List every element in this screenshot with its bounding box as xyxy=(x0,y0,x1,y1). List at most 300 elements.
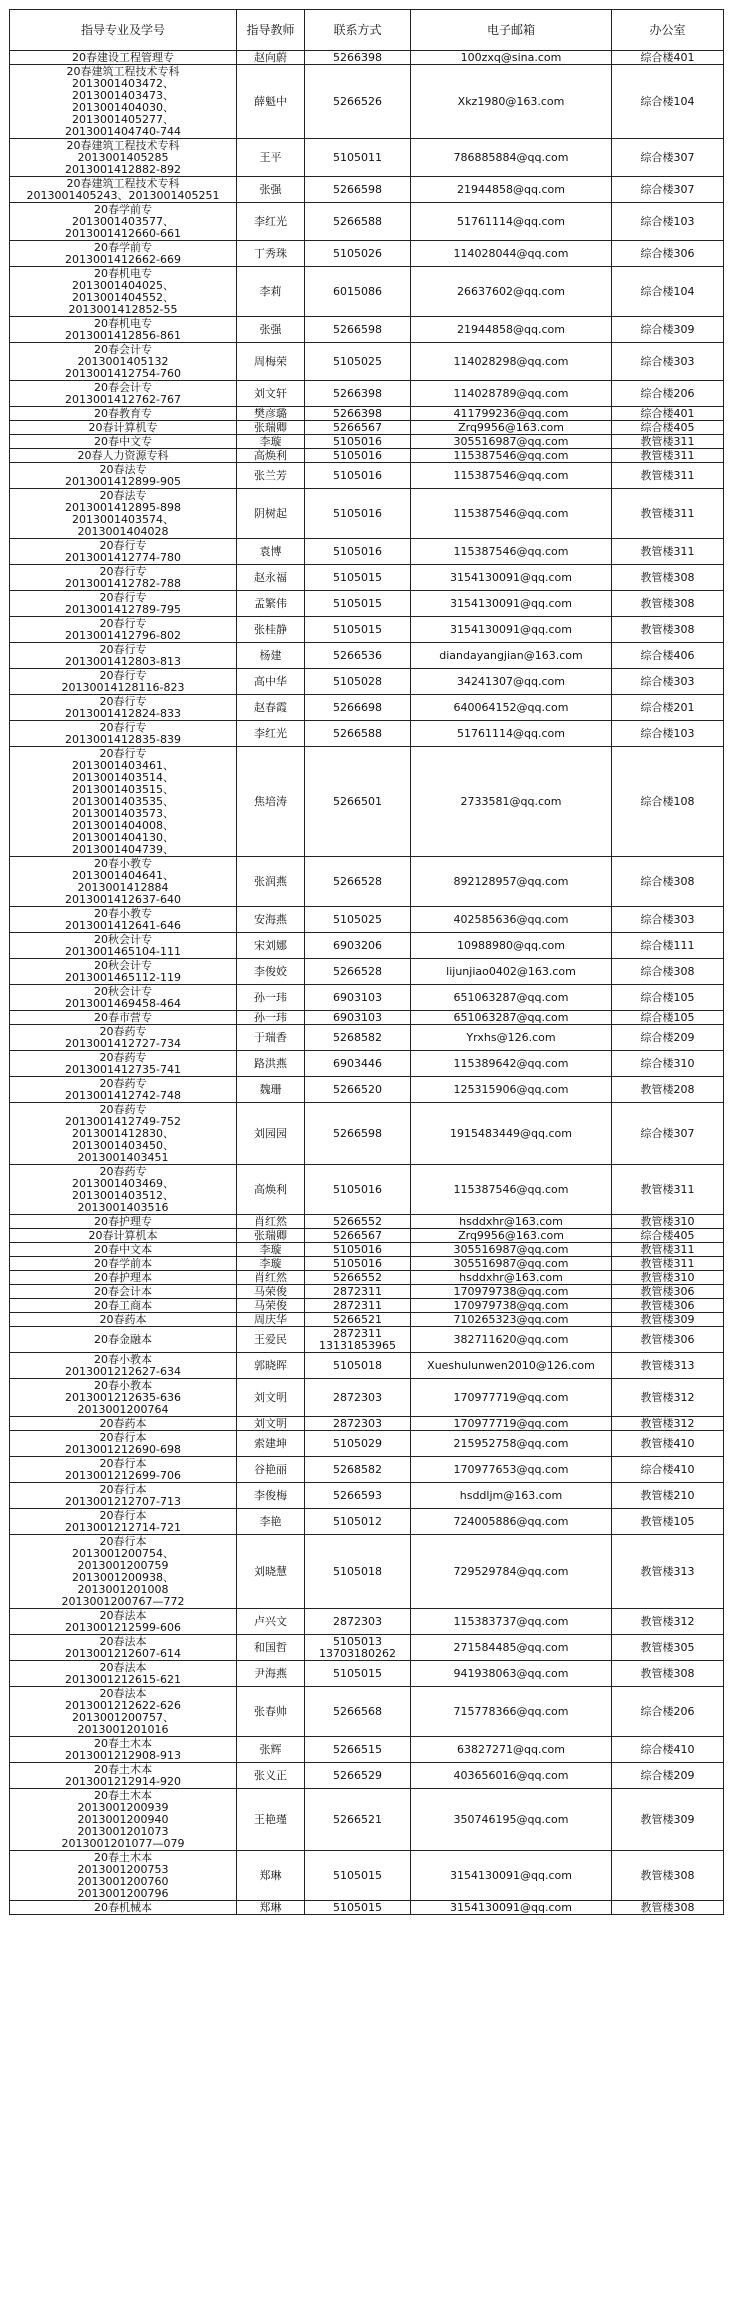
email-cell[interactable]: hsddxhr@163.com xyxy=(411,1271,612,1285)
table-row xyxy=(10,591,724,617)
office-cell: 教管楼210 xyxy=(612,1483,724,1509)
email-cell[interactable]: 125315906@qq.com xyxy=(411,1077,612,1103)
major-id-cell: 20春计算机本 xyxy=(10,1229,237,1243)
phone-cell: 5266598 xyxy=(305,317,411,343)
major-id-cell: 20春土木本 2013001200939 2013001200940 2013001201073 2013001201077—079 xyxy=(10,1789,237,1851)
office-cell: 综合楼103 xyxy=(612,721,724,747)
phone-cell: 6015086 xyxy=(305,267,411,317)
teacher-cell: 高焕利 xyxy=(237,1165,305,1215)
email-cell[interactable]: 651063287@qq.com xyxy=(411,985,612,1011)
office-cell: 综合楼108 xyxy=(612,747,724,857)
email-cell[interactable]: 350746195@qq.com xyxy=(411,1789,612,1851)
email-cell[interactable]: lijunjiao0402@163.com xyxy=(411,959,612,985)
email-cell[interactable]: 170979738@qq.com xyxy=(411,1285,612,1299)
teacher-cell: 丁秀珠 xyxy=(237,241,305,267)
major-id-cell: 20春建设工程管理专 xyxy=(10,51,237,65)
email-cell[interactable]: 786885884@qq.com xyxy=(411,139,612,177)
teacher-cell: 张桂静 xyxy=(237,617,305,643)
office-cell: 综合楼206 xyxy=(612,1687,724,1737)
major-id-cell: 20春人力资源专科 xyxy=(10,449,237,463)
office-cell: 教管楼311 xyxy=(612,1243,724,1257)
table-row xyxy=(10,1457,724,1483)
table-row xyxy=(10,1025,724,1051)
major-id-cell: 20春机械本 xyxy=(10,1901,237,1915)
major-id-cell: 20春建筑工程技术专科 2013001403472、 2013001403473、 2013001404030、 2013001405277、 2013001404740-744 xyxy=(10,65,237,139)
phone-cell: 5266521 xyxy=(305,1313,411,1327)
major-id-cell: 20春建筑工程技术专科 2013001405243、2013001405251 xyxy=(10,177,237,203)
major-id-cell: 20春机电专 2013001412856-861 xyxy=(10,317,237,343)
teacher-cell: 王平 xyxy=(237,139,305,177)
phone-cell: 5105015 xyxy=(305,565,411,591)
table-row xyxy=(10,449,724,463)
phone-cell: 2872303 xyxy=(305,1379,411,1417)
phone-cell: 5105016 xyxy=(305,489,411,539)
table-row xyxy=(10,617,724,643)
major-id-cell: 20春市营专 xyxy=(10,1011,237,1025)
email-cell[interactable]: 305516987@qq.com xyxy=(411,435,612,449)
table-row xyxy=(10,959,724,985)
office-cell: 教管楼410 xyxy=(612,1431,724,1457)
email-cell[interactable]: 26637602@qq.com xyxy=(411,267,612,317)
teacher-cell: 张瑞卿 xyxy=(237,421,305,435)
office-cell: 教管楼308 xyxy=(612,1661,724,1687)
teacher-cell: 张辉 xyxy=(237,1737,305,1763)
email-cell[interactable]: 3154130091@qq.com xyxy=(411,565,612,591)
office-cell: 教管楼310 xyxy=(612,1215,724,1229)
table-row xyxy=(10,857,724,907)
major-id-cell: 20春药专 2013001412742-748 xyxy=(10,1077,237,1103)
phone-cell: 5105015 xyxy=(305,591,411,617)
major-id-cell: 20春土木本 2013001200753 2013001200760 2013001200796 xyxy=(10,1851,237,1901)
table-row xyxy=(10,139,724,177)
major-id-cell: 20春学前专 2013001403577、 2013001412660-661 xyxy=(10,203,237,241)
major-id-cell: 20春教育专 xyxy=(10,407,237,421)
major-id-cell: 20春行本 2013001212690-698 xyxy=(10,1431,237,1457)
table-row xyxy=(10,1313,724,1327)
office-cell: 教管楼305 xyxy=(612,1635,724,1661)
phone-cell: 5266588 xyxy=(305,721,411,747)
teacher-cell: 周庆华 xyxy=(237,1313,305,1327)
teacher-cell: 李俊姣 xyxy=(237,959,305,985)
major-id-cell: 20春行专 2013001412803-813 xyxy=(10,643,237,669)
table-row xyxy=(10,1431,724,1457)
table-row xyxy=(10,1165,724,1215)
phone-cell: 2872311 xyxy=(305,1299,411,1313)
office-cell: 综合楼410 xyxy=(612,1457,724,1483)
teacher-cell: 刘文轩 xyxy=(237,381,305,407)
table-row xyxy=(10,669,724,695)
email-cell[interactable]: 21944858@qq.com xyxy=(411,177,612,203)
teacher-cell: 王爱民 xyxy=(237,1327,305,1353)
email-cell[interactable]: Zrq9956@163.com xyxy=(411,421,612,435)
email-cell[interactable]: 170979738@qq.com xyxy=(411,1299,612,1313)
phone-cell: 5266398 xyxy=(305,407,411,421)
teacher-cell: 李璇 xyxy=(237,435,305,449)
office-cell: 教管楼311 xyxy=(612,1165,724,1215)
email-cell[interactable]: 3154130091@qq.com xyxy=(411,1901,612,1915)
major-id-cell: 20春小教本 2013001212627-634 xyxy=(10,1353,237,1379)
teacher-cell: 李红光 xyxy=(237,203,305,241)
table-row xyxy=(10,407,724,421)
major-id-cell: 20春药专 2013001412735-741 xyxy=(10,1051,237,1077)
teacher-cell: 阴树起 xyxy=(237,489,305,539)
office-cell: 综合楼309 xyxy=(612,317,724,343)
major-id-cell: 20春建筑工程技术专科 2013001405285 2013001412882-892 xyxy=(10,139,237,177)
email-cell[interactable]: Zrq9956@163.com xyxy=(411,1229,612,1243)
email-cell[interactable]: 305516987@qq.com xyxy=(411,1243,612,1257)
phone-cell: 5105025 xyxy=(305,907,411,933)
teacher-cell: 刘文明 xyxy=(237,1417,305,1431)
phone-cell: 5266593 xyxy=(305,1483,411,1509)
header-teacher: 指导教师 xyxy=(237,10,305,51)
phone-cell: 2872311 xyxy=(305,1285,411,1299)
email-cell[interactable]: 51761114@qq.com xyxy=(411,203,612,241)
office-cell: 教管楼309 xyxy=(612,1789,724,1851)
email-cell[interactable]: 724005886@qq.com xyxy=(411,1509,612,1535)
phone-cell: 5266536 xyxy=(305,643,411,669)
email-cell[interactable]: 115387546@qq.com xyxy=(411,539,612,565)
major-id-cell: 20春行专 2013001412824-833 xyxy=(10,695,237,721)
table-row xyxy=(10,1901,724,1915)
table-row xyxy=(10,381,724,407)
office-cell: 综合楼307 xyxy=(612,1103,724,1165)
teacher-cell: 袁博 xyxy=(237,539,305,565)
table-row xyxy=(10,1051,724,1077)
email-cell[interactable]: 115387546@qq.com xyxy=(411,1165,612,1215)
major-id-cell: 20春计算机专 xyxy=(10,421,237,435)
office-cell: 综合楼307 xyxy=(612,139,724,177)
major-id-cell: 20春护理专 xyxy=(10,1215,237,1229)
table-row xyxy=(10,1635,724,1661)
major-id-cell: 20秋会计专 2013001469458-464 xyxy=(10,985,237,1011)
major-id-cell: 20秋会计专 2013001465104-111 xyxy=(10,933,237,959)
office-cell: 教管楼313 xyxy=(612,1535,724,1609)
table-row xyxy=(10,1243,724,1257)
email-cell[interactable]: hsddxhr@163.com xyxy=(411,1215,612,1229)
office-cell: 教管楼311 xyxy=(612,463,724,489)
phone-cell: 5105016 xyxy=(305,449,411,463)
teacher-cell: 孙一玮 xyxy=(237,985,305,1011)
office-cell: 综合楼303 xyxy=(612,669,724,695)
email-cell[interactable]: 115387546@qq.com xyxy=(411,463,612,489)
phone-cell: 5105012 xyxy=(305,1509,411,1535)
major-id-cell: 20春行本 2013001200754、 2013001200759 2013001200938、 2013001201008 2013001200767—772 xyxy=(10,1535,237,1609)
major-id-cell: 20春行专 2013001412796-802 xyxy=(10,617,237,643)
major-id-cell: 20春法专 2013001412895-898 2013001403574、 2013001404028 xyxy=(10,489,237,539)
teacher-cell: 高中华 xyxy=(237,669,305,695)
phone-cell: 5266520 xyxy=(305,1077,411,1103)
table-row xyxy=(10,1661,724,1687)
office-cell: 教管楼311 xyxy=(612,1257,724,1271)
teacher-cell: 刘文明 xyxy=(237,1379,305,1417)
major-id-cell: 20春小教专 2013001412641-646 xyxy=(10,907,237,933)
teacher-cell: 索建坤 xyxy=(237,1431,305,1457)
email-cell[interactable]: 100zxq@sina.com xyxy=(411,51,612,65)
table-row xyxy=(10,1483,724,1509)
office-cell: 综合楼103 xyxy=(612,203,724,241)
table-row xyxy=(10,489,724,539)
major-id-cell: 20春药本 xyxy=(10,1313,237,1327)
teacher-cell: 肖红然 xyxy=(237,1271,305,1285)
email-cell[interactable]: 215952758@qq.com xyxy=(411,1431,612,1457)
teacher-cell: 焦培涛 xyxy=(237,747,305,857)
teacher-cell: 张义正 xyxy=(237,1763,305,1789)
major-id-cell: 20春小教本 2013001212635-636 2013001200764 xyxy=(10,1379,237,1417)
office-cell: 教管楼310 xyxy=(612,1271,724,1285)
office-cell: 综合楼307 xyxy=(612,177,724,203)
phone-cell: 5105016 xyxy=(305,1243,411,1257)
teacher-cell: 张强 xyxy=(237,317,305,343)
table-row xyxy=(10,1535,724,1609)
phone-cell: 5105013 13703180262 xyxy=(305,1635,411,1661)
teacher-cell: 谷艳丽 xyxy=(237,1457,305,1483)
teacher-cell: 张瑞卿 xyxy=(237,1229,305,1243)
table-row xyxy=(10,1609,724,1635)
teacher-cell: 张兰芳 xyxy=(237,463,305,489)
email-cell[interactable]: 715778366@qq.com xyxy=(411,1687,612,1737)
office-cell: 综合楼209 xyxy=(612,1025,724,1051)
office-cell: 教管楼308 xyxy=(612,617,724,643)
teacher-cell: 和国哲 xyxy=(237,1635,305,1661)
office-cell: 教管楼311 xyxy=(612,489,724,539)
table-row xyxy=(10,463,724,489)
office-cell: 综合楼410 xyxy=(612,1737,724,1763)
major-id-cell: 20春行专 20130014128116-823 xyxy=(10,669,237,695)
major-id-cell: 20春药专 2013001412749-752 2013001412830、 2013001403450、 2013001403451 xyxy=(10,1103,237,1165)
phone-cell: 5266398 xyxy=(305,51,411,65)
table-row xyxy=(10,241,724,267)
office-cell: 教管楼312 xyxy=(612,1609,724,1635)
office-cell: 综合楼308 xyxy=(612,857,724,907)
phone-cell: 5105015 xyxy=(305,617,411,643)
teacher-cell: 路洪燕 xyxy=(237,1051,305,1077)
office-cell: 教管楼308 xyxy=(612,1901,724,1915)
major-id-cell: 20春行专 2013001412782-788 xyxy=(10,565,237,591)
table-row xyxy=(10,1737,724,1763)
phone-cell: 5266567 xyxy=(305,1229,411,1243)
table-row xyxy=(10,1229,724,1243)
phone-cell: 5105029 xyxy=(305,1431,411,1457)
table-row xyxy=(10,51,724,65)
email-cell[interactable]: 941938063@qq.com xyxy=(411,1661,612,1687)
email-cell[interactable]: 271584485@qq.com xyxy=(411,1635,612,1661)
email-cell[interactable]: 892128957@qq.com xyxy=(411,857,612,907)
office-cell: 教管楼311 xyxy=(612,449,724,463)
major-id-cell: 20春法本 2013001212607-614 xyxy=(10,1635,237,1661)
teacher-cell: 安海燕 xyxy=(237,907,305,933)
phone-cell: 5266398 xyxy=(305,381,411,407)
table-row xyxy=(10,565,724,591)
teacher-cell: 刘晓慧 xyxy=(237,1535,305,1609)
email-cell[interactable]: 3154130091@qq.com xyxy=(411,617,612,643)
table-row xyxy=(10,1509,724,1535)
teacher-cell: 李艳 xyxy=(237,1509,305,1535)
major-id-cell: 20春会计专 2013001405132 2013001412754-760 xyxy=(10,343,237,381)
email-cell[interactable]: 3154130091@qq.com xyxy=(411,1851,612,1901)
table-row xyxy=(10,1299,724,1313)
office-cell: 综合楼405 xyxy=(612,421,724,435)
table-row xyxy=(10,1327,724,1353)
email-cell[interactable]: Xueshulunwen2010@126.com xyxy=(411,1353,612,1379)
teacher-cell: 张润燕 xyxy=(237,857,305,907)
teacher-cell: 李俊梅 xyxy=(237,1483,305,1509)
office-cell: 综合楼310 xyxy=(612,1051,724,1077)
table-row xyxy=(10,539,724,565)
teacher-cell: 周梅荣 xyxy=(237,343,305,381)
office-cell: 综合楼206 xyxy=(612,381,724,407)
major-id-cell: 20春行专 2013001412774-780 xyxy=(10,539,237,565)
email-cell[interactable]: 114028789@qq.com xyxy=(411,381,612,407)
phone-cell: 5105025 xyxy=(305,343,411,381)
email-cell[interactable]: 3154130091@qq.com xyxy=(411,591,612,617)
email-cell[interactable]: 640064152@qq.com xyxy=(411,695,612,721)
phone-cell: 6903446 xyxy=(305,1051,411,1077)
office-cell: 教管楼208 xyxy=(612,1077,724,1103)
email-cell[interactable]: 729529784@qq.com xyxy=(411,1535,612,1609)
email-cell[interactable]: 402585636@qq.com xyxy=(411,907,612,933)
email-cell[interactable]: 115383737@qq.com xyxy=(411,1609,612,1635)
teacher-cell: 王艳瑾 xyxy=(237,1789,305,1851)
email-cell[interactable]: 710265323@qq.com xyxy=(411,1313,612,1327)
office-cell: 教管楼311 xyxy=(612,539,724,565)
email-cell[interactable]: 114028044@qq.com xyxy=(411,241,612,267)
office-cell: 综合楼406 xyxy=(612,643,724,669)
major-id-cell: 20春中文本 xyxy=(10,1243,237,1257)
email-cell[interactable]: 305516987@qq.com xyxy=(411,1257,612,1271)
table-body xyxy=(10,51,724,1915)
teacher-cell: 张春帅 xyxy=(237,1687,305,1737)
phone-cell: 5266528 xyxy=(305,857,411,907)
email-cell[interactable]: 63827271@qq.com xyxy=(411,1737,612,1763)
office-cell: 教管楼312 xyxy=(612,1417,724,1431)
office-cell: 教管楼312 xyxy=(612,1379,724,1417)
email-cell[interactable]: 170977653@qq.com xyxy=(411,1457,612,1483)
email-cell[interactable]: 2733581@qq.com xyxy=(411,747,612,857)
email-cell[interactable]: hsddljm@163.com xyxy=(411,1483,612,1509)
office-cell: 综合楼104 xyxy=(612,65,724,139)
table-row xyxy=(10,1851,724,1901)
table-row xyxy=(10,421,724,435)
teacher-cell: 李璇 xyxy=(237,1243,305,1257)
phone-cell: 5105016 xyxy=(305,435,411,449)
email-cell[interactable]: diandayangjian@163.com xyxy=(411,643,612,669)
phone-cell: 6903103 xyxy=(305,985,411,1011)
major-id-cell: 20春土木本 2013001212914-920 xyxy=(10,1763,237,1789)
email-cell[interactable]: 34241307@qq.com xyxy=(411,669,612,695)
email-cell[interactable]: 21944858@qq.com xyxy=(411,317,612,343)
phone-cell: 5266528 xyxy=(305,959,411,985)
phone-cell: 2872303 xyxy=(305,1417,411,1431)
advisor-table xyxy=(9,9,724,1915)
teacher-cell: 张强 xyxy=(237,177,305,203)
email-cell[interactable]: 411799236@qq.com xyxy=(411,407,612,421)
phone-cell: 5266552 xyxy=(305,1271,411,1285)
teacher-cell: 樊彦璐 xyxy=(237,407,305,421)
email-cell[interactable]: 115387546@qq.com xyxy=(411,489,612,539)
table-row xyxy=(10,747,724,857)
major-id-cell: 20春药专 2013001403469、 2013001403512、 2013001403516 xyxy=(10,1165,237,1215)
table-row xyxy=(10,317,724,343)
teacher-cell: 尹海燕 xyxy=(237,1661,305,1687)
office-cell: 教管楼105 xyxy=(612,1509,724,1535)
phone-cell: 5105018 xyxy=(305,1353,411,1379)
email-cell[interactable]: 10988980@qq.com xyxy=(411,933,612,959)
major-id-cell: 20春法本 2013001212622-626 2013001200757、 2013001201016 xyxy=(10,1687,237,1737)
office-cell: 综合楼401 xyxy=(612,51,724,65)
teacher-cell: 薛魁中 xyxy=(237,65,305,139)
table-row xyxy=(10,267,724,317)
table-row xyxy=(10,435,724,449)
phone-cell: 5105026 xyxy=(305,241,411,267)
table-row xyxy=(10,1763,724,1789)
email-cell[interactable]: 170977719@qq.com xyxy=(411,1379,612,1417)
email-cell[interactable]: 382711620@qq.com xyxy=(411,1327,612,1353)
teacher-cell: 卢兴文 xyxy=(237,1609,305,1635)
email-cell[interactable]: 115389642@qq.com xyxy=(411,1051,612,1077)
table-row xyxy=(10,1011,724,1025)
phone-cell: 5266568 xyxy=(305,1687,411,1737)
major-id-cell: 20春行专 2013001412789-795 xyxy=(10,591,237,617)
major-id-cell: 20春法专 2013001412899-905 xyxy=(10,463,237,489)
phone-cell: 5105016 xyxy=(305,539,411,565)
header-office: 办公室 xyxy=(612,10,724,51)
major-id-cell: 20春行本 2013001212699-706 xyxy=(10,1457,237,1483)
office-cell: 综合楼111 xyxy=(612,933,724,959)
email-cell[interactable]: 114028298@qq.com xyxy=(411,343,612,381)
table-row xyxy=(10,1353,724,1379)
email-cell[interactable]: Yrxhs@126.com xyxy=(411,1025,612,1051)
teacher-cell: 魏珊 xyxy=(237,1077,305,1103)
header-row xyxy=(10,10,724,51)
major-id-cell: 20春行专 2013001403461、 2013001403514、 2013001403515、 2013001403535、 2013001403573、 2013001404008、 2013001404130、 2013001404739、 xyxy=(10,747,237,857)
teacher-cell: 李莉 xyxy=(237,267,305,317)
email-cell[interactable]: 51761114@qq.com xyxy=(411,721,612,747)
phone-cell: 6903103 xyxy=(305,1011,411,1025)
major-id-cell: 20春机电专 2013001404025、 2013001404552、 2013001412852-55 xyxy=(10,267,237,317)
office-cell: 教管楼308 xyxy=(612,591,724,617)
header-major-id: 指导专业及学号 xyxy=(10,10,237,51)
email-cell[interactable]: 403656016@qq.com xyxy=(411,1763,612,1789)
phone-cell: 5268582 xyxy=(305,1025,411,1051)
table-row xyxy=(10,1379,724,1417)
office-cell: 教管楼308 xyxy=(612,1851,724,1901)
office-cell: 教管楼306 xyxy=(612,1285,724,1299)
email-cell[interactable]: Xkz1980@163.com xyxy=(411,65,612,139)
office-cell: 综合楼105 xyxy=(612,1011,724,1025)
office-cell: 综合楼401 xyxy=(612,407,724,421)
office-cell: 教管楼311 xyxy=(612,435,724,449)
email-cell[interactable]: 1915483449@qq.com xyxy=(411,1103,612,1165)
major-id-cell: 20春法本 2013001212615-621 xyxy=(10,1661,237,1687)
teacher-cell: 郑琳 xyxy=(237,1901,305,1915)
major-id-cell: 20春药本 xyxy=(10,1417,237,1431)
major-id-cell: 20春工商本 xyxy=(10,1299,237,1313)
major-id-cell: 20春会计本 xyxy=(10,1285,237,1299)
email-cell[interactable]: 170977719@qq.com xyxy=(411,1417,612,1431)
phone-cell: 5105015 xyxy=(305,1851,411,1901)
phone-cell: 5105028 xyxy=(305,669,411,695)
teacher-cell: 刘园园 xyxy=(237,1103,305,1165)
phone-cell: 5105016 xyxy=(305,1165,411,1215)
table-row xyxy=(10,985,724,1011)
phone-cell: 5266598 xyxy=(305,177,411,203)
major-id-cell: 20秋会计专 2013001465112-119 xyxy=(10,959,237,985)
email-cell[interactable]: 115387546@qq.com xyxy=(411,449,612,463)
phone-cell: 5266501 xyxy=(305,747,411,857)
table-row xyxy=(10,643,724,669)
phone-cell: 5105016 xyxy=(305,463,411,489)
email-cell[interactable]: 651063287@qq.com xyxy=(411,1011,612,1025)
